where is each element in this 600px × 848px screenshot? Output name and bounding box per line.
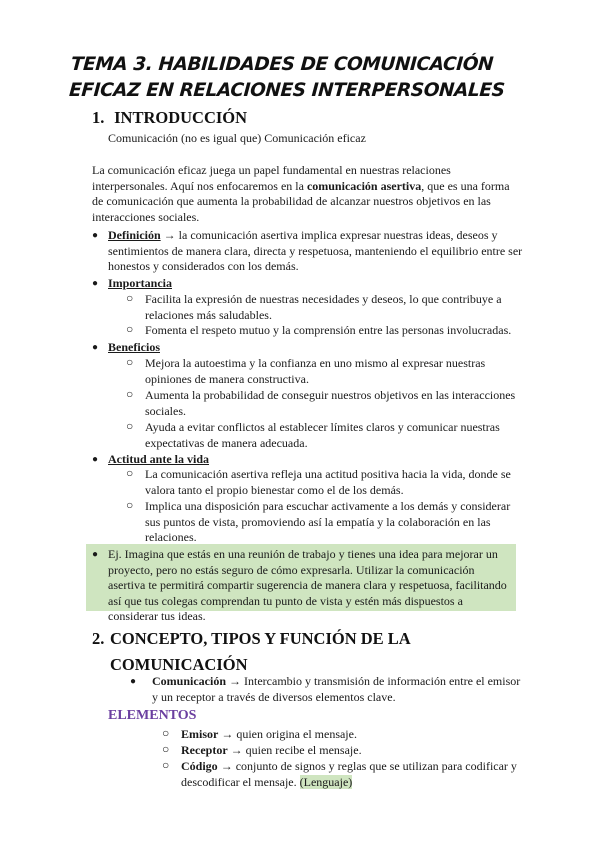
section-2-title-line-2: COMUNICACIÓN [110,655,248,674]
elemento-text-codigo: → conjunto de signos y reglas que se utilizan para codificar y descodificar el mensaje. [181,759,517,789]
bullet-filled: ● [130,676,137,687]
list-item [126,467,522,498]
elemento-label-receptor: Receptor [181,743,228,757]
bullet-beneficios [92,340,524,356]
intro-text-b: , que es una forma de comunicación que aumenta la probabilidad de alcanzar nuestros objetivos en las interacciones sociales. [92,178,510,224]
intro-bold: comunicación asertiva [306,178,422,193]
lenguaje-tag: (Lenguaje) [299,774,353,789]
importancia-item-1: Facilita la expresión de nuestras necesidades y deseos, lo que contribuye a relaciones más saludables. [145,292,502,322]
section-1-heading [92,108,247,128]
beneficios-item-1: Mejora la autoestima y la confianza en uno mismo al expresar nuestras opiniones de manera constructiva. [145,356,486,386]
title-line-2: EFICAZ EN RELACIONES INTERPERSONALES [68,80,506,101]
list-item [162,727,542,743]
example-text: Ej. Imagina que estás en una reunión de trabajo y tienes una idea para mejorar un proyecto, pero no estás seguro de cómo expresarla. Utilizar la comunicación asertiva te permitirá compartir sugerencia de manera clara y respetuosa, facilitando así que tus colegas comprendan tu punto de vista y estén más dispuestos a considerar tus ideas. [108,547,507,624]
section-2-title-line-1: CONCEPTO, TIPOS Y FUNCIÓN DE LA [110,629,411,648]
list-item [126,292,522,323]
importancia-label: Importancia [108,276,172,290]
bullet-filled: ● [92,342,99,353]
bullet-actitud [92,452,524,468]
elemento-text-emisor: → quien origina el mensaje. [218,727,357,741]
section-2-number: 2. [92,629,105,648]
bullet-hollow: ○ [126,291,134,305]
section-1-number: 1. [92,108,105,127]
list-item [126,356,522,387]
elementos-heading: ELEMENTOS [108,708,197,723]
bullet-example [92,547,512,625]
actitud-item-2: Implica una disposición para escuchar activamente a los demás y considerar sus puntos de vista, promoviendo así la empatía y la colaboración en las relaciones. [145,499,511,545]
bullet-comunicacion [130,674,522,705]
elemento-text-receptor: → quien recibe el mensaje. [227,743,362,757]
bullet-filled: ● [92,454,99,465]
list-item [126,388,522,419]
bullet-importancia [92,276,524,292]
bullet-definicion [92,228,524,275]
bullet-hollow: ○ [126,355,134,369]
bullet-hollow: ○ [126,466,134,480]
title-line-1: TEMA 3. HABILIDADES DE COMUNICACIÓN [70,54,494,75]
bullet-hollow: ○ [126,498,134,512]
beneficios-item-2: Aumenta la probabilidad de conseguir nuestros objetivos en las interacciones sociales. [145,388,516,418]
bullet-hollow: ○ [126,419,134,433]
document-title [68,52,542,104]
list-item [126,323,522,339]
bullet-hollow: ○ [126,322,134,336]
comunicacion-text: → Intercambio y transmisión de información entre el emisor y un receptor a través de diversos elementos clave. [152,674,521,704]
importancia-item-2: Fomenta el respeto mutuo y la comprensión entre las personas involucradas. [145,323,512,337]
list-item [162,759,542,790]
bullet-hollow: ○ [162,758,170,772]
section-1-title: INTRODUCCIÓN [114,108,248,127]
elemento-label-codigo: Código [181,759,218,773]
intro-text-a: La comunicación eficaz juega un papel fundamental en nuestras relaciones interpersonales. Aquí nos enfocaremos en la [92,163,451,193]
bullet-filled: ● [92,230,99,241]
actitud-label: Actitud ante la vida [108,452,210,466]
beneficios-label: Beneficios [108,340,160,354]
elemento-label-emisor: Emisor [181,727,219,741]
list-item [126,420,522,451]
bullet-filled: ● [92,549,99,560]
beneficios-item-3: Ayuda a evitar conflictos al establecer límites claros y comunicar nuestras expectativas de manera adecuada. [145,420,500,450]
intro-subline: Comunicación (no es igual que) Comunicación eficaz [108,131,366,145]
intro-paragraph [92,163,516,225]
bullet-hollow: ○ [162,742,170,756]
actitud-item-1: La comunicación asertiva refleja una actitud positiva hacia la vida, donde se valora tanto el propio bienestar como el de los demás. [145,467,511,497]
list-item [162,743,542,759]
section-2-heading [92,626,512,678]
bullet-hollow: ○ [162,726,170,740]
comunicacion-label: Comunicación [152,674,227,688]
definicion-text: → la comunicación asertiva implica expresar nuestras ideas, deseos y sentimientos de manera clara, directa y respetuosa, manteniendo el equilibrio entre ser honestos y considerados con los demás. [108,228,523,274]
bullet-filled: ● [92,278,99,289]
bullet-hollow: ○ [126,387,134,401]
definicion-label: Definición [108,228,161,242]
list-item [126,499,522,546]
